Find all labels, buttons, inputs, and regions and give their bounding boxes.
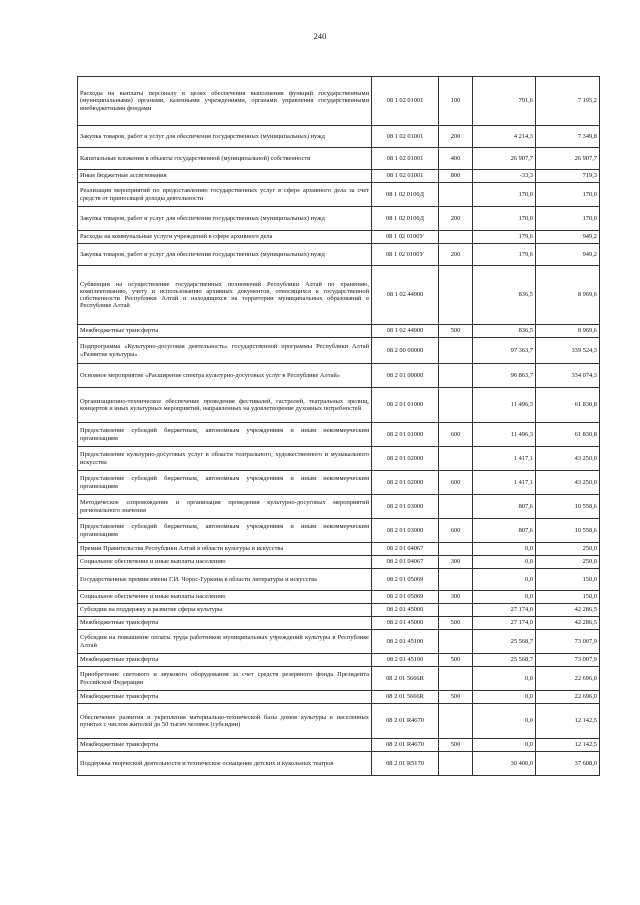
amount-cell-1: 0,0: [473, 667, 536, 691]
amount-cell-2: 170,0: [536, 207, 600, 231]
target-code-cell: 08 2 01 45000: [372, 604, 439, 617]
table-row: [78, 126, 600, 148]
expense-name-cell: Обеспечение развития и укрепления материально-технической базы домов культуры в населенных пунктах с числом жителей до 50 тысяч человек (субсидии): [78, 704, 372, 739]
table-row: [78, 556, 600, 569]
expense-type-cell: [439, 704, 473, 739]
amount-cell-2: 12 142,5: [536, 704, 600, 739]
amount-cell-1: 25 568,7: [473, 630, 536, 654]
amount-cell-2: 150,0: [536, 569, 600, 591]
target-code-cell: 08 1 02 0100У: [372, 231, 439, 244]
target-code-cell: 08 1 02 0100У: [372, 244, 439, 266]
amount-cell-1: 836,5: [473, 325, 536, 338]
table-row: [78, 519, 600, 543]
amount-cell-2: 73 007,9: [536, 630, 600, 654]
expense-name-cell: Государственные премии имени Г.И. Чорос-Гуркина в области литературы и искусства: [78, 569, 372, 591]
expense-type-cell: 500: [439, 325, 473, 338]
expense-type-cell: 300: [439, 591, 473, 604]
amount-cell-1: 0,0: [473, 704, 536, 739]
expense-type-cell: [439, 364, 473, 388]
target-code-cell: 08 2 01 R5170: [372, 752, 439, 776]
target-code-cell: 08 1 02 01001: [372, 148, 439, 170]
target-code-cell: 08 2 01 00000: [372, 364, 439, 388]
expense-type-cell: 200: [439, 126, 473, 148]
amount-cell-1: 27 174,0: [473, 604, 536, 617]
table-row: [78, 148, 600, 170]
expense-type-cell: [439, 447, 473, 471]
expense-type-cell: [439, 667, 473, 691]
amount-cell-2: 170,0: [536, 183, 600, 207]
target-code-cell: 08 2 01 5666R: [372, 691, 439, 704]
amount-cell-1: 1 417,1: [473, 447, 536, 471]
table-row: [78, 543, 600, 556]
table-row: [78, 388, 600, 423]
expense-name-cell: Субсидии на повышение оплаты труда работников муниципальных учреждений культуры в Республике Алтай: [78, 630, 372, 654]
expense-type-cell: [439, 604, 473, 617]
table-row: [78, 667, 600, 691]
expense-name-cell: Основное мероприятие «Расширение спектра культурно-досуговых услуг в Республике Алтай»: [78, 364, 372, 388]
amount-cell-2: 10 558,6: [536, 495, 600, 519]
amount-cell-1: 96 863,7: [473, 364, 536, 388]
expense-name-cell: Межбюджетные трансферты: [78, 691, 372, 704]
expense-type-cell: 200: [439, 244, 473, 266]
amount-cell-2: 150,0: [536, 591, 600, 604]
expense-name-cell: Поддержка творческой деятельности и техническое оснащение детских и кукольных театров: [78, 752, 372, 776]
expense-type-cell: [439, 183, 473, 207]
target-code-cell: 08 1 02 44900: [372, 325, 439, 338]
expense-name-cell: Межбюджетные трансферты: [78, 739, 372, 752]
expense-name-cell: Субсидии на поддержку и развитие сферы культуры: [78, 604, 372, 617]
table-row: [78, 691, 600, 704]
amount-cell-2: 250,0: [536, 556, 600, 569]
table-row: [78, 266, 600, 325]
target-code-cell: 08 1 02 01001: [372, 77, 439, 126]
target-code-cell: 08 1 02 0100Д: [372, 183, 439, 207]
target-code-cell: 08 2 01 05069: [372, 591, 439, 604]
target-code-cell: 08 2 01 45100: [372, 630, 439, 654]
expense-name-cell: Расходы на коммунальные услуги учреждений в сфере архивного дела: [78, 231, 372, 244]
amount-cell-2: 7 195,2: [536, 77, 600, 126]
amount-cell-1: 0,0: [473, 569, 536, 591]
table-row: [78, 617, 600, 630]
table-row: [78, 338, 600, 364]
expense-type-cell: 100: [439, 77, 473, 126]
table-row: [78, 423, 600, 447]
expense-name-cell: Предоставление субсидий бюджетным, автономным учреждениям и иным некоммерческим организациям: [78, 423, 372, 447]
amount-cell-1: 27 174,0: [473, 617, 536, 630]
target-code-cell: 08 1 02 01001: [372, 126, 439, 148]
table-row: [78, 207, 600, 231]
table-row: [78, 364, 600, 388]
expense-name-cell: Предоставление культурно-досуговых услуг в области театрального, художественного и музыкального искусства: [78, 447, 372, 471]
target-code-cell: 08 1 02 01001: [372, 170, 439, 183]
expense-name-cell: Межбюджетные трансферты: [78, 617, 372, 630]
amount-cell-1: 26 907,7: [473, 148, 536, 170]
table-row: [78, 495, 600, 519]
expense-type-cell: [439, 338, 473, 364]
table-row: [78, 604, 600, 617]
amount-cell-1: 0,0: [473, 556, 536, 569]
amount-cell-2: 61 830,8: [536, 423, 600, 447]
table-row: [78, 471, 600, 495]
expense-type-cell: [439, 569, 473, 591]
target-code-cell: 08 2 01 01000: [372, 423, 439, 447]
expense-type-cell: 600: [439, 519, 473, 543]
table-row: [78, 77, 600, 126]
expense-type-cell: 800: [439, 170, 473, 183]
amount-cell-2: 10 558,6: [536, 519, 600, 543]
expense-name-cell: Капитальные вложения в объекты государственной (муниципальной) собственности: [78, 148, 372, 170]
expense-name-cell: Предоставление субсидий бюджетным, автономным учреждениям и иным некоммерческим организациям: [78, 471, 372, 495]
amount-cell-1: 179,6: [473, 231, 536, 244]
amount-cell-2: 8 969,6: [536, 325, 600, 338]
target-code-cell: 08 1 02 0100Д: [372, 207, 439, 231]
amount-cell-1: 11 496,3: [473, 388, 536, 423]
expense-type-cell: 500: [439, 739, 473, 752]
amount-cell-1: 4 214,3: [473, 126, 536, 148]
expense-name-cell: Закупка товаров, работ и услуг для обеспечения государственных (муниципальных) нужд: [78, 207, 372, 231]
amount-cell-1: 0,0: [473, 739, 536, 752]
table-row: [78, 569, 600, 591]
amount-cell-2: 42 286,5: [536, 604, 600, 617]
expense-name-cell: Закупка товаров, работ и услуг для обеспечения государственных (муниципальных) нужд: [78, 244, 372, 266]
amount-cell-2: 73 007,9: [536, 654, 600, 667]
amount-cell-1: 0,0: [473, 691, 536, 704]
target-code-cell: 08 2 01 R4670: [372, 704, 439, 739]
table-row: [78, 591, 600, 604]
amount-cell-1: 0,0: [473, 543, 536, 556]
amount-cell-1: 0,0: [473, 591, 536, 604]
expense-name-cell: Реализация мероприятий по предоставлению государственных услуг в сфере архивного дела за счет средств от приносящей доходы деятельности: [78, 183, 372, 207]
amount-cell-2: 26 907,7: [536, 148, 600, 170]
expense-name-cell: Предоставление субсидий бюджетным, автономным учреждениям и иным некоммерческим организациям: [78, 519, 372, 543]
target-code-cell: 08 2 01 05069: [372, 569, 439, 591]
target-code-cell: 08 2 01 45100: [372, 654, 439, 667]
target-code-cell: 08 2 01 5666R: [372, 667, 439, 691]
amount-cell-2: 8 969,6: [536, 266, 600, 325]
table-row: [78, 231, 600, 244]
table-row: [78, 739, 600, 752]
expense-name-cell: Приобретение светового и звукового оборудования за счет средств резервного фонда Президента Российской Федерации: [78, 667, 372, 691]
expense-type-cell: [439, 388, 473, 423]
amount-cell-1: 807,6: [473, 519, 536, 543]
target-code-cell: 08 2 01 01000: [372, 388, 439, 423]
table-row: [78, 170, 600, 183]
expense-type-cell: 400: [439, 148, 473, 170]
expense-type-cell: [439, 630, 473, 654]
expense-name-cell: Иные бюджетные ассигнования: [78, 170, 372, 183]
expense-type-cell: 600: [439, 471, 473, 495]
expense-name-cell: Межбюджетные трансферты: [78, 654, 372, 667]
table-row: [78, 752, 600, 776]
table-row: [78, 630, 600, 654]
expense-type-cell: [439, 495, 473, 519]
expense-type-cell: 500: [439, 691, 473, 704]
target-code-cell: 08 2 01 R4670: [372, 739, 439, 752]
amount-cell-1: 791,6: [473, 77, 536, 126]
expense-name-cell: Социальное обеспечение и иные выплаты населению: [78, 591, 372, 604]
target-code-cell: 08 2 01 04067: [372, 543, 439, 556]
table-row: [78, 704, 600, 739]
amount-cell-2: 22 696,0: [536, 667, 600, 691]
amount-cell-2: 949,2: [536, 231, 600, 244]
target-code-cell: 08 2 01 03000: [372, 519, 439, 543]
expense-type-cell: 300: [439, 556, 473, 569]
table-row: [78, 447, 600, 471]
target-code-cell: 08 2 00 00000: [372, 338, 439, 364]
amount-cell-2: 719,3: [536, 170, 600, 183]
table-row: [78, 654, 600, 667]
amount-cell-1: 179,6: [473, 244, 536, 266]
expense-type-cell: [439, 231, 473, 244]
target-code-cell: 08 1 02 44900: [372, 266, 439, 325]
expense-name-cell: Расходы на выплаты персоналу в целях обеспечения выполнения функций государственными (муниципальными) органами, казенными учреждениями, органами управления государственными внебюджетными фондами: [78, 77, 372, 126]
expense-name-cell: Субвенции на осуществление государственных полномочий Республики Алтай по хранению, комплектованию, учету и использованию архивных документов, относящихся к государственной собственности Республики Алтай и находящихся на территории муниципальных образований в Республике Алтай: [78, 266, 372, 325]
amount-cell-1: 97 363,7: [473, 338, 536, 364]
expense-type-cell: 600: [439, 423, 473, 447]
amount-cell-2: 43 250,0: [536, 471, 600, 495]
amount-cell-2: 949,2: [536, 244, 600, 266]
table-row: [78, 244, 600, 266]
amount-cell-2: 250,0: [536, 543, 600, 556]
expense-type-cell: [439, 266, 473, 325]
amount-cell-2: 43 250,0: [536, 447, 600, 471]
amount-cell-1: 836,5: [473, 266, 536, 325]
expense-type-cell: [439, 752, 473, 776]
expense-name-cell: Закупка товаров, работ и услуг для обеспечения государственных (муниципальных) нужд: [78, 126, 372, 148]
amount-cell-2: 334 074,3: [536, 364, 600, 388]
amount-cell-2: 61 830,8: [536, 388, 600, 423]
amount-cell-2: 339 524,3: [536, 338, 600, 364]
target-code-cell: 08 2 01 02000: [372, 471, 439, 495]
amount-cell-1: 30 400,0: [473, 752, 536, 776]
expense-type-cell: 500: [439, 617, 473, 630]
amount-cell-1: 25 568,7: [473, 654, 536, 667]
target-code-cell: 08 2 01 02000: [372, 447, 439, 471]
expense-name-cell: Организационно-техническое обеспечение проведения фестивалей, гастролей, театральных зрелищ, концертов и иных культурных мероприятий, направленных на удовлетворение духовных потребностей: [78, 388, 372, 423]
budget-table-body: [78, 77, 600, 776]
amount-cell-2: 22 696,0: [536, 691, 600, 704]
amount-cell-1: 807,6: [473, 495, 536, 519]
amount-cell-2: 12 142,5: [536, 739, 600, 752]
amount-cell-2: 37 608,0: [536, 752, 600, 776]
expense-name-cell: Социальное обеспечение и иные выплаты населению: [78, 556, 372, 569]
amount-cell-1: -33,3: [473, 170, 536, 183]
amount-cell-1: 170,0: [473, 207, 536, 231]
expense-name-cell: Премии Правительства Республики Алтай в области культуры и искусства: [78, 543, 372, 556]
amount-cell-1: 1 417,1: [473, 471, 536, 495]
amount-cell-2: 7 349,8: [536, 126, 600, 148]
amount-cell-1: 11 496,3: [473, 423, 536, 447]
expense-name-cell: Межбюджетные трансферты: [78, 325, 372, 338]
expense-name-cell: Методическое сопровождение и организация проведения культурно-досуговых мероприятий регионального значения: [78, 495, 372, 519]
expense-type-cell: [439, 543, 473, 556]
expense-type-cell: 500: [439, 654, 473, 667]
table-row: [78, 183, 600, 207]
expense-name-cell: Подпрограмма «Культурно-досуговая деятельность» государственной программы Республики Алтай «Развитие культуры»: [78, 338, 372, 364]
amount-cell-2: 42 286,5: [536, 617, 600, 630]
target-code-cell: 08 2 01 04067: [372, 556, 439, 569]
budget-table: [77, 76, 600, 776]
target-code-cell: 08 2 01 03000: [372, 495, 439, 519]
table-row: [78, 325, 600, 338]
target-code-cell: 08 2 01 45000: [372, 617, 439, 630]
expense-type-cell: 200: [439, 207, 473, 231]
amount-cell-1: 170,0: [473, 183, 536, 207]
page-number: 240: [313, 31, 327, 41]
